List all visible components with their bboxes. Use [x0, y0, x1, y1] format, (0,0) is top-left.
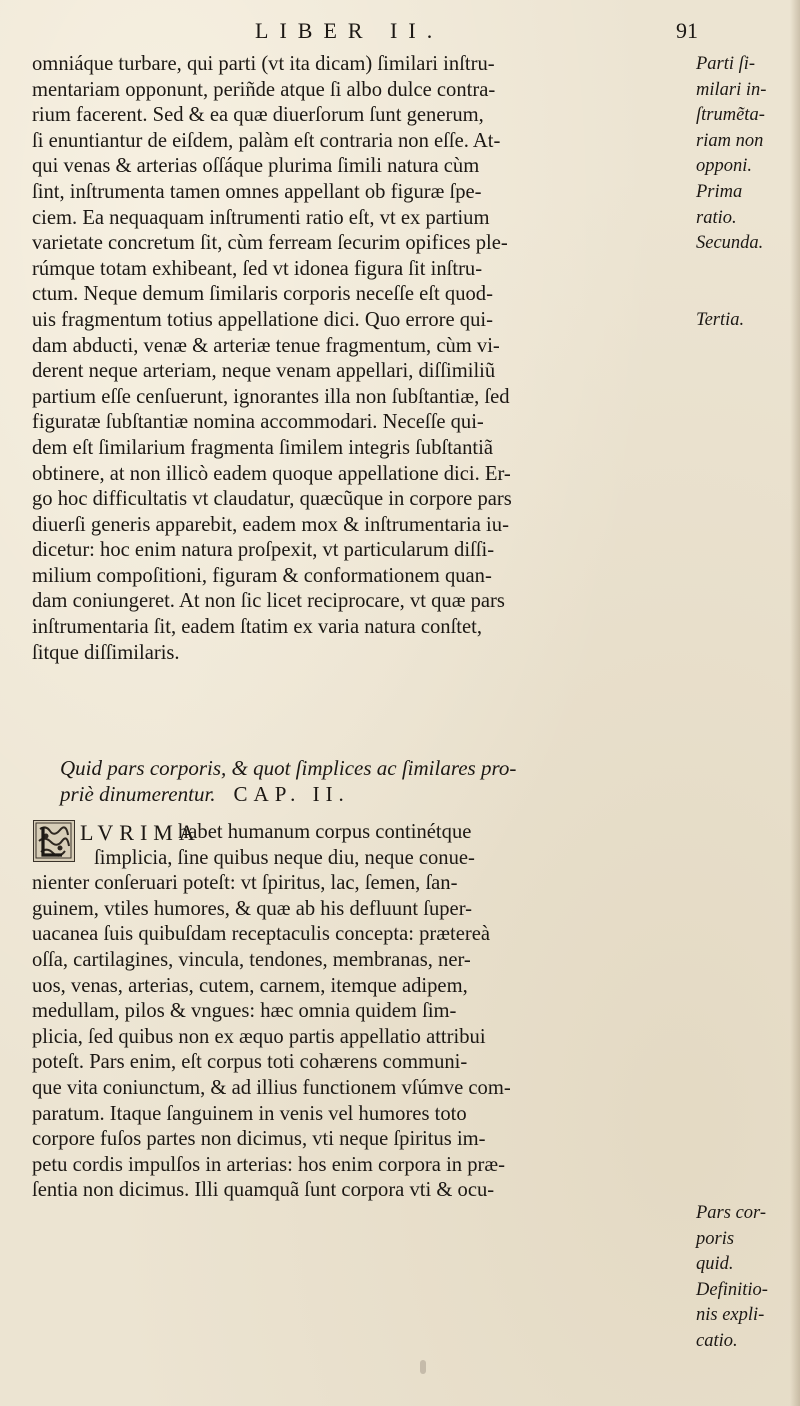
margin-note: ſtrumẽta- [696, 105, 765, 126]
text-line: inſtrumentaria ſit, eadem ſtatim ex varia natura conſtet, [32, 616, 483, 639]
margin-note: opponi. [696, 156, 753, 177]
text-line: medullam, pilos & vngues: hæc omnia quidem ſim- [32, 1000, 457, 1023]
text-line: ſitque diſſimilaris. [32, 641, 180, 664]
text-line: ciem. Ea nequaquam inſtrumenti ratio eſt, vt ex partium [32, 206, 490, 229]
margin-note [696, 257, 796, 283]
text-line: uis fragmentum totius appellatione dici. Quo errore qui- [32, 308, 493, 331]
text-line: oſſa, cartilagines, vincula, tendones, membranas, ner- [32, 948, 471, 971]
chapter-heading [60, 755, 700, 806]
text-line: ctum. Neque demum ſimilaris corporis neceſſe eſt quod- [32, 283, 493, 306]
text-line: ſint, inſtrumenta tamen omnes appellant ob figuræ ſpe- [32, 180, 482, 203]
text-line: dam coniungeret. At non ſic licet reciprocare, vt quæ pars [32, 590, 505, 613]
text-line: uos, venas, arterias, cutem, carnem, itemque adipem, [32, 974, 468, 997]
text-line: plicia, ſed quibus non ex æquo partis appellatio attribui [32, 1025, 486, 1048]
paragraph-2 [32, 820, 692, 1204]
text-line: milium compoſitioni, figuram & conformationem quan- [32, 564, 492, 587]
text-line: mentariam opponunt, periñde atque ſi albo dulce contra- [32, 78, 496, 101]
text-line: rúmque totam exhibeant, ſed vt idonea figura ſit inſtru- [32, 257, 483, 280]
text-line: derent neque arteriam, neque venam appellari, diſſimiliũ [32, 360, 496, 383]
text-line: nienter conſeruari poteſt: vt ſpiritus, lac, ſemen, ſan- [32, 872, 458, 895]
margin-note: Prima [696, 181, 743, 202]
text-line: habet humanum corpus continétque [178, 821, 472, 843]
margin-note: nis expli- [696, 1305, 765, 1326]
text-line: go hoc difficultatis vt claudatur, quæcũque in corpore pars [32, 488, 512, 511]
chapter-heading-text: priè dinumerentur. [60, 781, 216, 806]
text-line: varietate concretum ſit, cùm ferream ſecurim opifices ple- [32, 232, 508, 255]
text-line: figuratæ ſubſtantiæ nomina accommodari. Neceſſe qui- [32, 411, 484, 434]
chapter-label: CAP. II. [233, 781, 350, 806]
margin-notes-1 [696, 52, 796, 334]
margin-note: catio. [696, 1330, 738, 1351]
margin-note: ratio. [696, 207, 737, 228]
text-line: guinem, vtiles humores, & quæ ab his defluunt ſuper- [32, 897, 473, 920]
margin-note: Secunda. [696, 233, 764, 254]
initial-word-rest: LVRIMA [80, 820, 201, 845]
text-line: poteſt. Pars enim, eſt corpus toti cohærens communi- [32, 1051, 468, 1074]
text-line: obtinere, at non illicò eadem quoque appellatione dici. Er- [32, 462, 511, 485]
text-line: uacanea ſuis quibuſdam receptaculis concepta: prætereà [32, 923, 490, 946]
margin-note [696, 282, 796, 308]
text-line: paratum. Itaque ſanguinem in venis vel humores toto [32, 1102, 467, 1125]
text-line: ſimplicia, ſine quibus neque diu, neque conue- [94, 846, 475, 869]
text-line: ſentia non dicimus. Illi quamquã ſunt corpora vti & ocu- [32, 1179, 495, 1202]
margin-note: poris [696, 1228, 735, 1249]
text-line: ſi enuntiantur de eiſdem, palàm eſt contraria non eſſe. At- [32, 129, 501, 152]
margin-note: milari in- [696, 79, 767, 100]
page-number: 91 [676, 18, 698, 43]
text-line: que vita coniunctum, & ad illius functionem vſúmve com- [32, 1076, 511, 1099]
text-line: dem eſt ſimilarium fragmenta ſimilem integris ſubſtantiã [32, 436, 493, 459]
text-line: petu cordis impulſos in arterias: hos enim corpora in præ- [32, 1153, 505, 1176]
paragraph-1 [32, 52, 692, 666]
text-line: diuerſi generis apparebit, eadem mox & inſtrumentaria iu- [32, 513, 509, 536]
margin-note: Pars cor- [696, 1203, 767, 1223]
text-line: dam abducti, venæ & arteriæ tenue fragmentum, cùm vi- [32, 334, 500, 357]
page-edge-shadow [790, 0, 800, 1406]
margin-note: Tertia. [696, 309, 745, 330]
chapter-heading-line-2 [60, 781, 700, 807]
text-line: qui venas & arterias oſſáque plurima ſimili natura cùm [32, 155, 480, 178]
margin-note: Definitio- [696, 1279, 768, 1300]
margin-note: riam non [696, 130, 764, 151]
text-line: dicetur: hoc enim natura proſpexit, vt particularum diſſi- [32, 539, 495, 562]
text-line: omniáque turbare, qui parti (vt ita dicam) ſimilari inſtru- [32, 53, 495, 75]
text-line: corpore fuſos partes non dicimus, vti neque ſpiritus im- [32, 1128, 486, 1151]
text-line: partium eſſe cenſuerunt, ignorantes illa non ſubſtantiæ, ſed [32, 385, 510, 408]
ink-smudge [420, 1360, 426, 1374]
text-line: rium facerent. Sed & ea quæ diuerſorum ſunt generum, [32, 104, 484, 127]
margin-note: Parti ſi- [696, 54, 756, 74]
chapter-heading-line-1: Quid pars corporis, & quot ſimplices ac ſimilares pro- [60, 756, 517, 780]
margin-note: quid. [696, 1254, 734, 1275]
running-head-title: LIBER II. [255, 18, 444, 43]
running-head [0, 18, 800, 52]
margin-notes-2 [696, 1201, 796, 1355]
